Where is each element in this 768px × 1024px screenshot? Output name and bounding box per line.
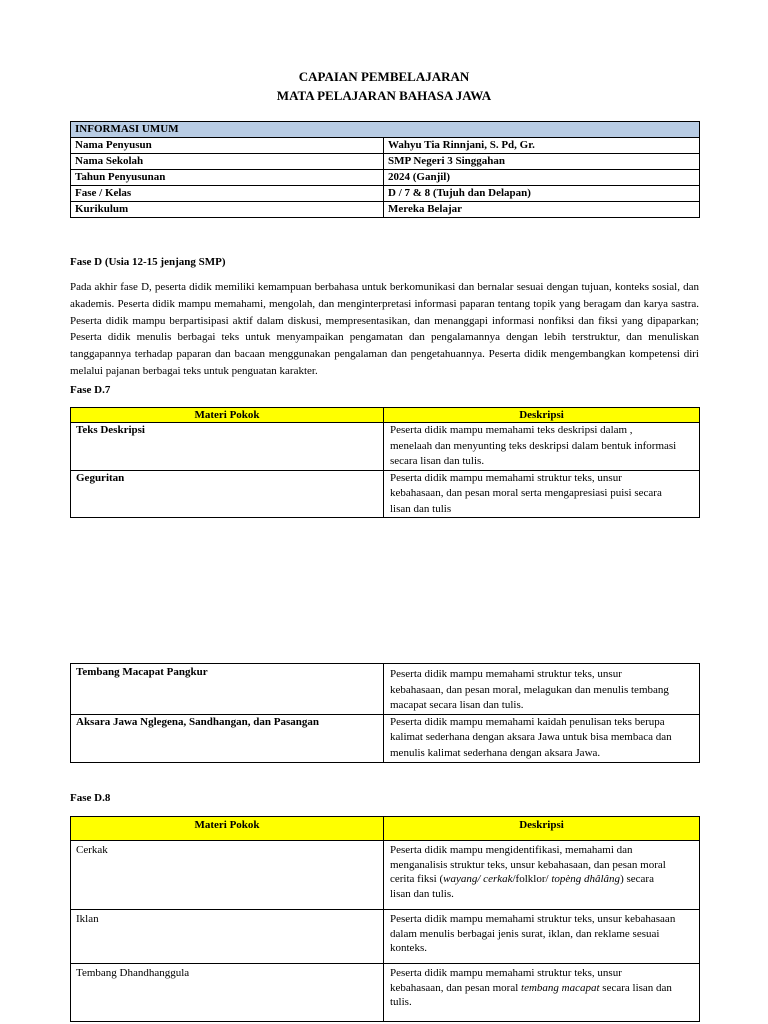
info-label: Kurikulum <box>71 202 384 218</box>
deskripsi-line <box>390 872 693 887</box>
deskripsi-cell <box>384 964 700 1022</box>
deskripsi-line <box>390 981 693 996</box>
info-label: Nama Sekolah <box>71 154 384 170</box>
info-label: Fase / Kelas <box>71 186 384 202</box>
info-row <box>71 202 700 218</box>
deskripsi-line: Peserta didik mampu memahami struktur teks, unsur kebahasaan <box>390 913 676 925</box>
italic-run: wayang/ cerkak <box>443 873 513 885</box>
info-value: Mereka Belajar <box>384 202 700 218</box>
deskripsi-line: lisan dan tulis <box>390 502 452 515</box>
deskripsi-line: konteks. <box>390 942 427 954</box>
deskripsi-line: dalam menulis berbagai jenis surat, iklan, dan reklame sesuai <box>390 927 660 940</box>
materi-cell: Tembang Dhandhanggula <box>71 964 384 1022</box>
deskripsi-line: Peserta didik mampu memahami struktur teks, unsur <box>390 967 622 979</box>
info-value: Wahyu Tia Rinnjani, S. Pd, Gr. <box>384 138 700 154</box>
deskripsi-line: lisan dan tulis. <box>390 887 454 900</box>
fase-d8-table <box>70 816 700 1022</box>
fase-d8-heading: Fase D.8 <box>70 792 111 804</box>
deskripsi-cell <box>384 841 700 910</box>
deskripsi-cell <box>384 423 700 471</box>
info-row <box>71 138 700 154</box>
materi-cell: Tembang Macapat Pangkur <box>71 664 384 715</box>
deskripsi-line: secara lisan dan tulis. <box>390 455 485 467</box>
deskripsi-line: Peserta didik mampu memahami kaidah penulisan teks berupa <box>390 715 665 728</box>
deskripsi-line: kebahasaan, dan pesan moral serta mengapresiasi puisi secara <box>390 487 662 499</box>
fase-d7-heading: Fase D.7 <box>70 384 111 396</box>
info-label: Tahun Penyusunan <box>71 170 384 186</box>
text-run: cerita fiksi ( <box>390 873 444 885</box>
table-row <box>71 470 700 518</box>
column-header-materi: Materi Pokok <box>71 817 384 841</box>
materi-cell: Geguritan <box>71 470 384 518</box>
text-run: ) secara <box>620 873 654 885</box>
info-label: Nama Penyusun <box>71 138 384 154</box>
fase-d7-table <box>70 407 700 518</box>
deskripsi-line: tulis. <box>390 996 412 1008</box>
materi-cell: Iklan <box>71 910 384 964</box>
fase-d-paragraph: Pada akhir fase D, peserta didik memiliki kemampuan berbahasa untuk berkomunikasi dan bernalar sesuai dengan tujuan, konteks sosial, dan akademis. Peserta didik mampu memahami, mengolah, dan menginterpretasi informasi paparan tentang topik yang beragam dan karya sastra. Peserta didik mampu berpartisipasi aktif dalam diskusi, mempresentasikan, dan menanggapi informasi nonfiksi dan fiksi yang dipaparkan; Peserta didik menulis berbagai teks untuk menyampaikan pengamatan dan pengalamannya dengan lebih terstruktur, dan menuliskan tanggapannya terhadap paparan dan bacaan menggunakan pengalaman dan pengetahuannya. Peserta didik mengembangkan kompetensi diri melalui pajanan berbagai teks untuk penguatan karakter. <box>70 281 699 377</box>
deskripsi-cell <box>384 910 700 964</box>
column-header-deskripsi: Deskripsi <box>384 817 700 841</box>
document-subtitle: MATA PELAJARAN BAHASA JAWA <box>276 88 492 103</box>
deskripsi-line: Peserta didik mampu memahami teks deskripsi dalam , <box>390 424 633 436</box>
deskripsi-line: Peserta didik mampu memahami struktur teks, unsur <box>390 471 622 484</box>
info-header: INFORMASI UMUM <box>71 122 700 138</box>
deskripsi-line: Peserta didik mampu mengidentifikasi, memahami dan <box>390 844 633 856</box>
table-row <box>71 910 700 964</box>
table-row <box>71 423 700 471</box>
deskripsi-line: menganalisis struktur teks, unsur kebahasaan, dan pesan moral <box>390 858 666 871</box>
deskripsi-line: macapat secara lisan dan tulis. <box>390 699 524 711</box>
italic-run: topèng dhâlâng <box>551 873 621 885</box>
info-row <box>71 170 700 186</box>
table-row <box>71 964 700 1022</box>
materi-cell: Aksara Jawa Nglegena, Sandhangan, dan Pasangan <box>71 714 384 762</box>
column-header-materi: Materi Pokok <box>71 408 384 423</box>
info-row <box>71 186 700 202</box>
info-value: 2024 (Ganjil) <box>384 170 700 186</box>
text-run: kebahasaan, dan pesan moral <box>390 981 522 994</box>
table-row <box>71 714 700 762</box>
table-row <box>71 664 700 715</box>
text-run: /folklor/ <box>512 873 552 885</box>
info-value: D / 7 & 8 (Tujuh dan Delapan) <box>384 186 700 202</box>
deskripsi-cell <box>384 714 700 762</box>
deskripsi-cell <box>384 664 700 715</box>
deskripsi-cell <box>384 470 700 518</box>
fase-d7-table-continued <box>70 663 700 763</box>
table-header-row <box>71 817 700 841</box>
deskripsi-line: Peserta didik mampu memahami struktur teks, unsur <box>390 668 622 680</box>
deskripsi-line: menelaah dan menyunting teks deskripsi dalam bentuk informasi <box>390 439 677 452</box>
document-title: CAPAIAN PEMBELAJARAN <box>298 69 470 84</box>
table-row <box>71 841 700 910</box>
fase-d-heading: Fase D (Usia 12-15 jenjang SMP) <box>70 256 226 268</box>
info-value: SMP Negeri 3 Singgahan <box>384 154 700 170</box>
column-header-deskripsi: Deskripsi <box>384 408 700 423</box>
materi-cell: Cerkak <box>71 841 384 910</box>
deskripsi-line: kebahasaan, dan pesan moral, melagukan dan menulis tembang <box>390 683 669 696</box>
table-header-row <box>71 408 700 423</box>
info-table <box>70 121 700 218</box>
materi-cell: Teks Deskripsi <box>71 423 384 471</box>
info-header-row <box>71 122 700 138</box>
text-run: secara lisan dan <box>599 981 672 994</box>
info-row <box>71 154 700 170</box>
deskripsi-line: kalimat sederhana dengan aksara Jawa untuk bisa membaca dan <box>390 731 672 743</box>
deskripsi-line: menulis kalimat sederhana dengan aksara Jawa. <box>390 746 601 759</box>
italic-run: tembang macapat <box>521 981 600 994</box>
